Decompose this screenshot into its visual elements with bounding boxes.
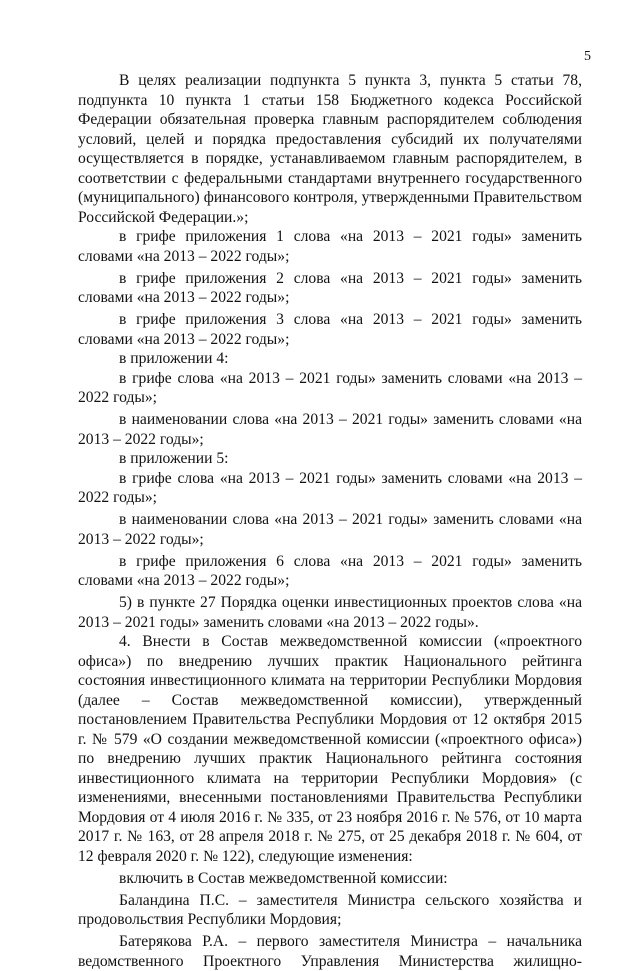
paragraph-annex-4-title: в наименовании слова «на 2013 – 2021 годы» заменить словами «на 2013 – 2022 годы»; [78,411,582,448]
paragraph-annex-4-heading: в приложении 4: [119,350,229,367]
paragraph-include-members: включить в Состав межведомственной комиссии: [119,869,448,887]
paragraph-annex-4-stamp: в грифе слова «на 2013 – 2021 годы» заменить словами «на 2013 – 2022 годы»; [78,369,582,406]
paragraph-member-balandin: Баландина П.С. – заместителя Министра сельского хозяйства и продовольствия Республики Мордовия; [78,891,582,928]
document-body [78,71,582,971]
paragraph-member-bateryakov: Батерякова Р.А. – первого заместителя Министра – начальника ведомственного Проектного Управления Министерства жилищно- [78,933,582,970]
paragraph-annex-2: в грифе приложения 2 слова «на 2013 – 2021 годы» заменить словами «на 2013 – 2022 годы»; [78,269,582,306]
paragraph-annex-5-stamp: в грифе слова «на 2013 – 2021 годы» заменить словами «на 2013 – 2022 годы»; [78,469,582,506]
paragraph-item-5: 5) в пункте 27 Порядка оценки инвестиционных проектов слова «на 2013 – 2021 годы» заменить словами «на 2013 – 2022 годы». [78,594,582,631]
page-number: 5 [584,49,591,64]
paragraph-annex-1: в грифе приложения 1 слова «на 2013 – 2021 годы» заменить словами «на 2013 – 2022 годы»; [78,228,582,265]
paragraph-annex-6: в грифе приложения 6 слова «на 2013 – 2021 годы» заменить словами «на 2013 – 2022 годы»; [78,552,582,589]
paragraph-annex-3: в грифе приложения 3 слова «на 2013 – 2021 годы» заменить словами «на 2013 – 2022 годы»; [78,311,582,348]
paragraph-item-4-commission: 4. Внести в Состав межведомственной комиссии («проектного офиса») по внедрению лучших практик Национального рейтинга состояния инвестиционного климата на территории Республики Мордовия (далее – Состав межведомственной комиссии), утвержденный постановлением Правительства Республики Мордовия от 12 октября 2015 г. № 579 «О создании межведомственной комиссии («проектного офиса») по внедрению лучших практик Национального рейтинга состояния инвестиционного климата на территории Республики Мордовия» (с изменениями, внесенными постановлениями Правительства Республики Мордовия от 4 июля 2016 г. № 335, от 23 ноября 2016 г. № 576, от 10 марта 2017 г. № 163, от 28 апреля 2018 г. № 275, от 25 декабря 2018 г. № 604, от 12 февраля 2020 г. № 122), следующие изменения: [78,633,582,865]
paragraph-annex-5-heading: в приложении 5: [119,450,229,467]
paragraph-annex-5-title: в наименовании слова «на 2013 – 2021 годы» заменить словами «на 2013 – 2022 годы»; [78,511,582,548]
paragraph-subsidy-control: В целях реализации подпункта 5 пункта 3, пункта 5 статьи 78, подпункта 10 пункта 1 статьи 158 Бюджетного кодекса Российской Федерации обязательная проверка главным распорядителем соблюдения условий, целей и порядка предоставления субсидий их получателями осуществляется в порядке, устанавливаемом главным распорядителем, в соответствии с федеральными стандартами внутреннего государственного (муниципального) финансового контроля, утвержденными Правительством Российской Федерации.»; [78,72,582,226]
